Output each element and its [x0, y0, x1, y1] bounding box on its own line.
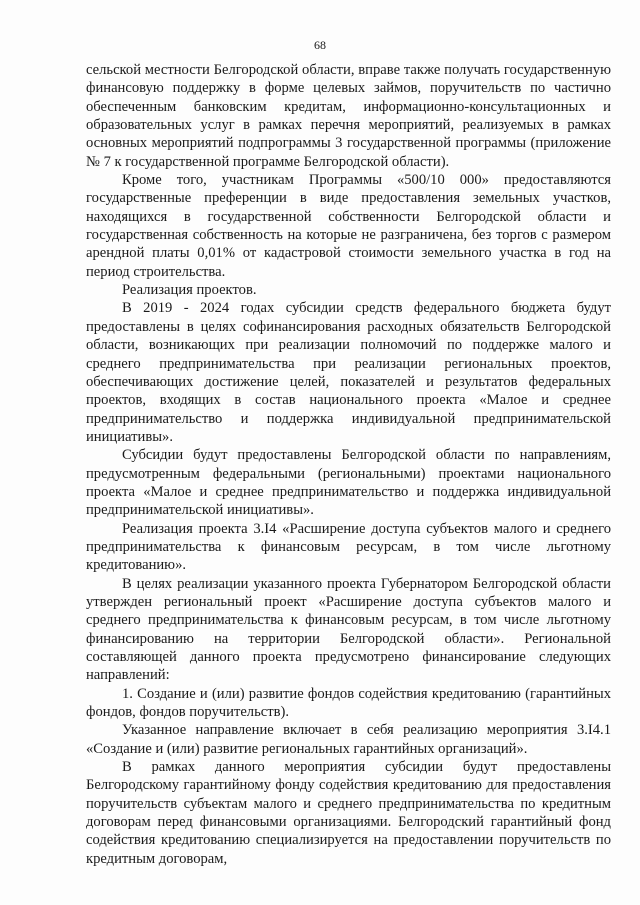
paragraph: 1. Создание и (или) развитие фондов содействия кредитованию (гарантийных фондов, фондов поручительств).	[86, 685, 611, 721]
paragraph: Реализация проекта 3.I4 «Расширение доступа субъектов малого и среднего предпринимательства к финансовым ресурсам, в том числе льготному кредитованию».	[86, 520, 611, 574]
paragraph: В целях реализации указанного проекта Губернатором Белгородской области утвержден региональный проект «Расширение доступа субъектов малого и среднего предпринимательства к финансовым ресурсам, в том числе льготному финансированию на территории Белгородской области». Региональной составляющей данного проекта предусмотрено финансирование следующих направлений:	[86, 575, 611, 684]
paragraph: Кроме того, участникам Программы «500/10 000» предоставляются государственные преференции в виде предоставления земельных участков, находящихся в государственной собственности Белгородской области и государственная собственность на которые не разграничена, без торгов с размером арендной платы 0,01% от кадастровой стоимости земельного участка в год на период строительства.	[86, 172, 611, 280]
paragraph: Реализация проектов.	[122, 282, 257, 299]
paragraph: Субсидии будут предоставлены Белгородской области по направлениям, предусмотренным федеральными (региональными) проектами национального проекта «Малое и среднее предпринимательство и поддержка индивидуальной предпринимательской инициативы».	[86, 447, 611, 519]
body-text	[86, 61, 611, 868]
paragraph: Указанное направление включает в себя реализацию мероприятия 3.I4.1 «Создание и (или) развитие региональных гарантийных организаций».	[86, 722, 611, 757]
paragraph: В 2019 - 2024 годах субсидии средств федерального бюджета будут предоставлены в целях софинансирования расходных обязательств Белгородской области, возникающих при реализации полномочий по поддержке малого и среднего предпринимательства при реализации региональных проектов, обеспечивающих достижение целей, показателей и результатов федеральных проектов, входящих в состав национального проекта «Малое и среднее предпринимательство и поддержка индивидуальной предпринимательской инициативы».	[86, 300, 611, 445]
paragraph: сельской местности Белгородской области, вправе также получать государственную финансовую поддержку в форме целевых займов, поручительств по частично обеспеченным банковским кредитам, информационно-консультационных и образовательных услуг в рамках перечня мероприятий, реализуемых в рамках основных мероприятий подпрограммы 3 государственной программы (приложение № 7 к государственной программе Белгородской области).	[86, 62, 611, 170]
paragraph: В рамках данного мероприятия субсидии будут предоставлены Белгородскому гарантийному фонду содействия кредитованию для предоставления поручительств субъектам малого и среднего предпринимательства по кредитным договорам перед финансовыми организациями. Белгородский гарантийный фонд содействия кредитованию специализируется на предоставлении поручительств по кредитным договорам,	[86, 759, 611, 867]
page-number: 68	[314, 38, 326, 52]
